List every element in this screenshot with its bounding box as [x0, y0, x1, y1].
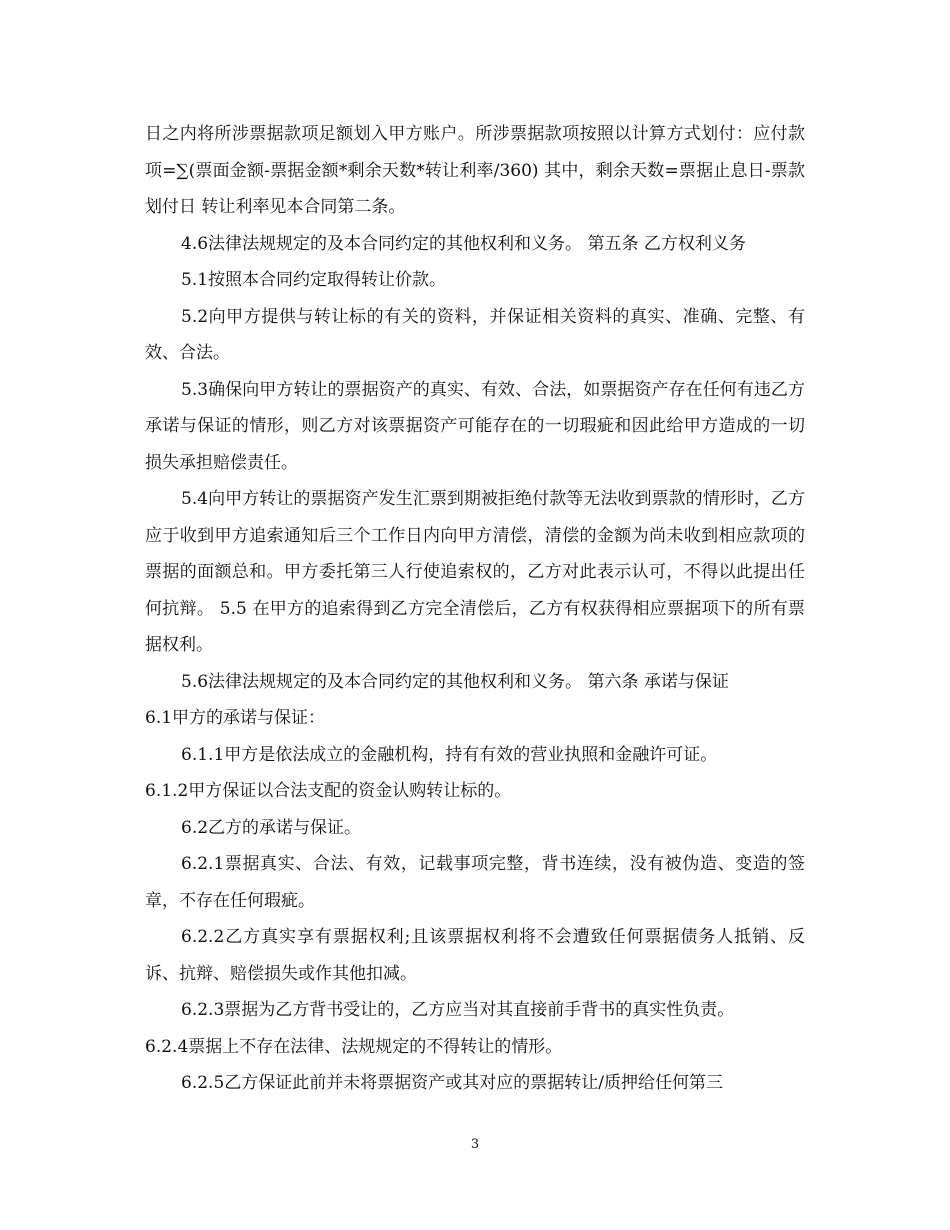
paragraph-11: 6.2乙方的承诺与保证。 — [181, 817, 362, 838]
paragraph-5: 5.3确保向甲方转让的票据资产的真实、有效、合法，如票据资产存在任何有违乙方承诺与保证的情形，则乙方对该票据资产可能存在的一切瑕疵和因此给甲方造成的一切损失承担赔偿责任。 — [145, 379, 805, 473]
paragraph-4: 5.2向甲方提供与转让标的有关的资料，并保证相关资料的真实、准确、完整、有效、合法。 — [145, 306, 805, 363]
paragraph-14: 6.2.3票据为乙方背书受让的，乙方应当对其直接前手背书的真实性负责。 — [181, 1000, 735, 1020]
paragraph-7: 5.6法律法规规定的及本合同约定的其他权利和义务。 第六条 承诺与保证 — [181, 671, 729, 692]
paragraph-10: 6.1.2甲方保证以合法支配的资金认购转让标的。 — [145, 781, 512, 801]
paragraph-8: 6.1甲方的承诺与保证： — [145, 708, 326, 728]
page-number: 3 — [470, 1137, 480, 1152]
document-body — [145, 116, 805, 1102]
paragraph-6: 5.4向甲方转让的票据资产发生汇票到期被拒绝付款等无法收到票款的情形时，乙方应于收到甲方追索通知后三个工作日内向甲方清偿，清偿的金额为尚未收到相应款项的票据的面额总和。甲方委托第三人行使追索权的，乙方对此表示认可，不得以此提出任何抗辩。 5.5 在甲方的追索得到乙方完全清偿后，乙方有权获得相应票据项下的所有票据权利。 — [145, 489, 805, 655]
paragraph-9: 6.1.1甲方是依法成立的金融机构，持有有效的营业执照和金融许可证。 — [181, 744, 718, 765]
paragraph-3: 5.1按照本合同约定取得转让价款。 — [181, 270, 447, 290]
paragraph-13: 6.2.2乙方真实享有票据权利;且该票据权利将不会遭致任何票据债务人抵销、反诉、抗辩、赔偿损失或作其他扣减。 — [145, 927, 805, 984]
paragraph-12: 6.2.1票据真实、合法、有效，记载事项完整，背书连续，没有被伪造、变造的签章，不存在任何瑕疵。 — [145, 854, 805, 911]
paragraph-1: 日之内将所涉票据款项足额划入甲方账户。所涉票据款项按照以计算方式划付：应付款项=∑(票面金额-票据金额*剩余天数*转让利率/360) 其中，剩余天数=票据止息日-票款划付日 转让利率见本合同第二条。 — [145, 124, 805, 217]
paragraph-16: 6.2.5乙方保证此前并未将票据资产或其对应的票据转让/质押给任何第三 — [181, 1073, 723, 1093]
paragraph-15: 6.2.4票据上不存在法律、法规规定的不得转让的情形。 — [145, 1036, 563, 1057]
paragraph-2: 4.6法律法规规定的及本合同约定的其他权利和义务。 第五条 乙方权利义务 — [181, 233, 746, 254]
